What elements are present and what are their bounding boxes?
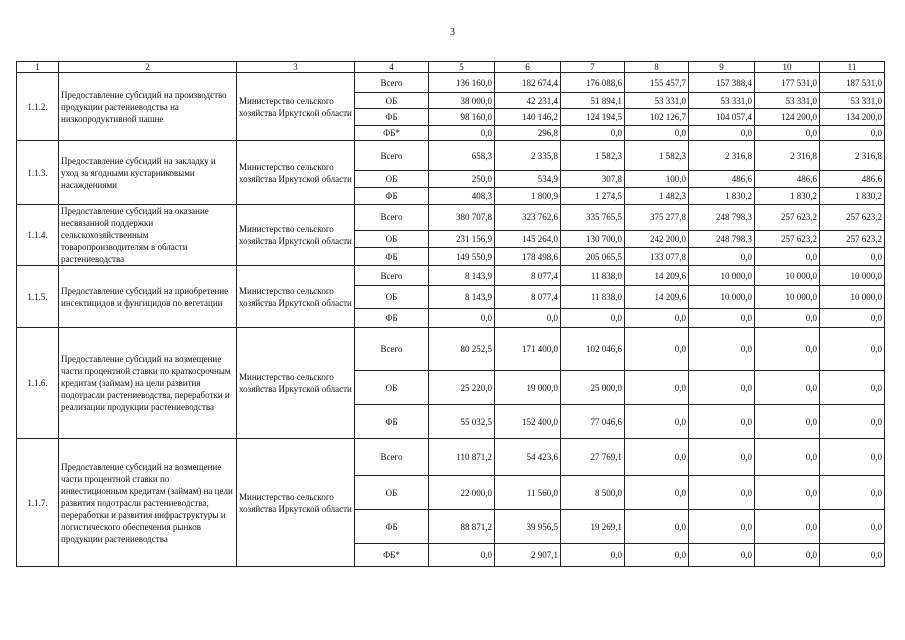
- value-cell: 0,0: [820, 371, 885, 405]
- value-cell: 0,0: [689, 309, 755, 328]
- value-cell: 0,0: [625, 476, 689, 510]
- value-cell: 8 077,4: [495, 266, 561, 286]
- table-row: [17, 266, 885, 286]
- value-cell: 1 830,2: [689, 188, 755, 205]
- value-cell: 102 046,6: [561, 328, 625, 371]
- value-cell: 0,0: [755, 476, 820, 510]
- value-cell: 0,0: [689, 405, 755, 439]
- value-cell: 19 000,0: [495, 371, 561, 405]
- header-cell: 4: [355, 62, 429, 73]
- value-cell: 257 623,2: [820, 205, 885, 231]
- value-cell: 0,0: [625, 371, 689, 405]
- value-cell: 205 065,5: [561, 248, 625, 266]
- value-cell: 110 871,2: [429, 439, 495, 476]
- funding-source: Всего: [355, 205, 429, 231]
- funding-source: ФБ: [355, 405, 429, 439]
- header-cell: 2: [59, 62, 237, 73]
- responsible-executor: Министерство сельского хозяйства Иркутской области: [237, 73, 355, 141]
- value-cell: 42 231,4: [495, 93, 561, 109]
- value-cell: 2 316,8: [755, 141, 820, 171]
- value-cell: 171 400,0: [495, 328, 561, 371]
- value-cell: 14 209,6: [625, 266, 689, 286]
- funding-source: ФБ: [355, 248, 429, 266]
- value-cell: 2 316,8: [820, 141, 885, 171]
- value-cell: 0,0: [561, 309, 625, 328]
- value-cell: 133 077,8: [625, 248, 689, 266]
- table-row: [17, 141, 885, 171]
- table-row: [17, 439, 885, 476]
- value-cell: 8 143,9: [429, 266, 495, 286]
- funding-source: ОБ: [355, 286, 429, 309]
- funding-source: Всего: [355, 328, 429, 371]
- value-cell: 1 830,2: [820, 188, 885, 205]
- value-cell: 157 388,4: [689, 73, 755, 93]
- table-row: [17, 73, 885, 93]
- value-cell: 242 200,0: [625, 230, 689, 248]
- value-cell: 25 000,0: [561, 371, 625, 405]
- funding-source: Всего: [355, 439, 429, 476]
- value-cell: 0,0: [625, 544, 689, 567]
- value-cell: 257 623,2: [755, 230, 820, 248]
- responsible-executor: Министерство сельского хозяйства Иркутской области: [237, 439, 355, 567]
- value-cell: 658,3: [429, 141, 495, 171]
- budget-table: [16, 61, 885, 567]
- value-cell: 0,0: [561, 544, 625, 567]
- header-cell: 9: [689, 62, 755, 73]
- measure-code: 1.1.3.: [17, 141, 59, 205]
- value-cell: 0,0: [755, 371, 820, 405]
- value-cell: 380 707,8: [429, 205, 495, 231]
- value-cell: 0,0: [820, 439, 885, 476]
- value-cell: 231 156,9: [429, 230, 495, 248]
- funding-source: ФБ: [355, 109, 429, 126]
- header-cell: 5: [429, 62, 495, 73]
- value-cell: 0,0: [495, 309, 561, 328]
- value-cell: 486,6: [820, 171, 885, 188]
- value-cell: 335 765,5: [561, 205, 625, 231]
- responsible-executor: Министерство сельского хозяйства Иркутской области: [237, 266, 355, 328]
- value-cell: 10 000,0: [820, 286, 885, 309]
- measure-description: Предоставление субсидий на возмещение части процентной ставки по инвестиционным кредитам (займам) на цели развития подотрасли растениеводства, переработки и развития инфраструктуры и логистического обеспечения рынков продукции растениеводства: [59, 439, 237, 567]
- table-row: [17, 328, 885, 371]
- header-row: [17, 62, 885, 73]
- value-cell: 8 143,9: [429, 286, 495, 309]
- value-cell: 80 252,5: [429, 328, 495, 371]
- header-cell: 10: [755, 62, 820, 73]
- funding-source: ФБ: [355, 309, 429, 328]
- header-cell: 8: [625, 62, 689, 73]
- responsible-executor: Министерство сельского хозяйства Иркутской области: [237, 205, 355, 266]
- value-cell: 88 871,2: [429, 510, 495, 544]
- value-cell: 0,0: [820, 126, 885, 141]
- value-cell: 2 316,8: [689, 141, 755, 171]
- measure-description: Предоставление субсидий на закладку и уход за ягодными кустарниковыми насаждениями: [59, 141, 237, 205]
- header-cell: 1: [17, 62, 59, 73]
- budget-table-body: [17, 62, 885, 567]
- value-cell: 0,0: [820, 476, 885, 510]
- funding-source: Всего: [355, 266, 429, 286]
- value-cell: 25 220,0: [429, 371, 495, 405]
- value-cell: 323 762,6: [495, 205, 561, 231]
- value-cell: 14 209,6: [625, 286, 689, 309]
- measure-description: Предоставление субсидий на приобретение инсектицидов и фунгицидов по вегетации: [59, 266, 237, 328]
- value-cell: 534,9: [495, 171, 561, 188]
- value-cell: 134 200,0: [820, 109, 885, 126]
- measure-description: Предоставление субсидий на производство продукции растениеводства на низкопродуктивной пашне: [59, 73, 237, 141]
- value-cell: 296,8: [495, 126, 561, 141]
- funding-source: ОБ: [355, 171, 429, 188]
- value-cell: 408,3: [429, 188, 495, 205]
- value-cell: 0,0: [625, 510, 689, 544]
- value-cell: 11 838,0: [561, 266, 625, 286]
- funding-source: ОБ: [355, 371, 429, 405]
- value-cell: 0,0: [755, 405, 820, 439]
- value-cell: 104 057,4: [689, 109, 755, 126]
- value-cell: 0,0: [755, 328, 820, 371]
- value-cell: 0,0: [820, 405, 885, 439]
- value-cell: 98 160,0: [429, 109, 495, 126]
- value-cell: 1 274,5: [561, 188, 625, 205]
- responsible-executor: Министерство сельского хозяйства Иркутской области: [237, 141, 355, 205]
- funding-source: ФБ*: [355, 126, 429, 141]
- value-cell: 177 531,0: [755, 73, 820, 93]
- value-cell: 486,6: [689, 171, 755, 188]
- measure-code: 1.1.2.: [17, 73, 59, 141]
- value-cell: 0,0: [755, 126, 820, 141]
- page-number: 3: [450, 27, 455, 38]
- value-cell: 8 077,4: [495, 286, 561, 309]
- value-cell: 1 582,3: [561, 141, 625, 171]
- value-cell: 0,0: [625, 309, 689, 328]
- value-cell: 53 331,0: [755, 93, 820, 109]
- measure-code: 1.1.5.: [17, 266, 59, 328]
- value-cell: 0,0: [561, 126, 625, 141]
- value-cell: 1 482,3: [625, 188, 689, 205]
- value-cell: 0,0: [429, 126, 495, 141]
- value-cell: 0,0: [689, 476, 755, 510]
- value-cell: 0,0: [820, 309, 885, 328]
- value-cell: 53 331,0: [625, 93, 689, 109]
- value-cell: 0,0: [689, 126, 755, 141]
- funding-source: ОБ: [355, 230, 429, 248]
- value-cell: 8 500,0: [561, 476, 625, 510]
- value-cell: 0,0: [689, 439, 755, 476]
- responsible-executor: Министерство сельского хозяйства Иркутской области: [237, 328, 355, 439]
- value-cell: 0,0: [625, 405, 689, 439]
- header-cell: 11: [820, 62, 885, 73]
- value-cell: 1 830,2: [755, 188, 820, 205]
- value-cell: 0,0: [755, 248, 820, 266]
- value-cell: 0,0: [755, 439, 820, 476]
- value-cell: 486,6: [755, 171, 820, 188]
- value-cell: 22 000,0: [429, 476, 495, 510]
- value-cell: 54 423,6: [495, 439, 561, 476]
- value-cell: 248 798,3: [689, 205, 755, 231]
- value-cell: 10 000,0: [820, 266, 885, 286]
- header-cell: 7: [561, 62, 625, 73]
- value-cell: 145 264,0: [495, 230, 561, 248]
- value-cell: 55 032,5: [429, 405, 495, 439]
- funding-source: ОБ: [355, 476, 429, 510]
- value-cell: 0,0: [689, 371, 755, 405]
- value-cell: 182 674,4: [495, 73, 561, 93]
- value-cell: 149 550,9: [429, 248, 495, 266]
- value-cell: 0,0: [625, 126, 689, 141]
- value-cell: 307,8: [561, 171, 625, 188]
- funding-source: ФБ: [355, 188, 429, 205]
- funding-source: Всего: [355, 141, 429, 171]
- value-cell: 11 560,0: [495, 476, 561, 510]
- value-cell: 53 331,0: [689, 93, 755, 109]
- value-cell: 257 623,2: [755, 205, 820, 231]
- value-cell: 11 838,0: [561, 286, 625, 309]
- value-cell: 0,0: [755, 544, 820, 567]
- header-cell: 3: [237, 62, 355, 73]
- value-cell: 124 194,5: [561, 109, 625, 126]
- value-cell: 248 798,3: [689, 230, 755, 248]
- value-cell: 0,0: [429, 309, 495, 328]
- value-cell: 10 000,0: [689, 286, 755, 309]
- value-cell: 0,0: [689, 510, 755, 544]
- value-cell: 10 000,0: [689, 266, 755, 286]
- value-cell: 130 700,0: [561, 230, 625, 248]
- value-cell: 51 894,1: [561, 93, 625, 109]
- value-cell: 0,0: [755, 510, 820, 544]
- value-cell: 53 331,0: [820, 93, 885, 109]
- value-cell: 0,0: [820, 248, 885, 266]
- header-cell: 6: [495, 62, 561, 73]
- value-cell: 38 000,0: [429, 93, 495, 109]
- value-cell: 1 582,3: [625, 141, 689, 171]
- funding-source: ОБ: [355, 93, 429, 109]
- value-cell: 257 623,2: [820, 230, 885, 248]
- funding-source: ФБ: [355, 510, 429, 544]
- value-cell: 102 126,7: [625, 109, 689, 126]
- value-cell: 140 146,2: [495, 109, 561, 126]
- value-cell: 0,0: [625, 439, 689, 476]
- value-cell: 2 907,1: [495, 544, 561, 567]
- value-cell: 0,0: [755, 309, 820, 328]
- table-row: [17, 205, 885, 231]
- value-cell: 0,0: [429, 544, 495, 567]
- value-cell: 155 457,7: [625, 73, 689, 93]
- value-cell: 124 200,0: [755, 109, 820, 126]
- measure-description: Предоставление субсидий на возмещение части процентной ставки по краткосрочным кредитам (займам) на цели развития подотрасли растениеводства, переработки и реализации продукции растениеводства: [59, 328, 237, 439]
- value-cell: 0,0: [689, 328, 755, 371]
- value-cell: 27 769,1: [561, 439, 625, 476]
- measure-description: Предоставление субсидий на оказание несвязанной поддержки сельскохозяйственным товаропроизводителям в области растениеводства: [59, 205, 237, 266]
- value-cell: 10 000,0: [755, 286, 820, 309]
- funding-source: ФБ*: [355, 544, 429, 567]
- value-cell: 1 800,9: [495, 188, 561, 205]
- value-cell: 250,0: [429, 171, 495, 188]
- value-cell: 187 531,0: [820, 73, 885, 93]
- value-cell: 10 000,0: [755, 266, 820, 286]
- measure-code: 1.1.6.: [17, 328, 59, 439]
- value-cell: 77 046,6: [561, 405, 625, 439]
- value-cell: 152 400,0: [495, 405, 561, 439]
- value-cell: 2 335,8: [495, 141, 561, 171]
- funding-source: Всего: [355, 73, 429, 93]
- value-cell: 0,0: [625, 328, 689, 371]
- value-cell: 136 160,0: [429, 73, 495, 93]
- value-cell: 19 269,1: [561, 510, 625, 544]
- value-cell: 176 088,6: [561, 73, 625, 93]
- value-cell: 39 956,5: [495, 510, 561, 544]
- value-cell: 0,0: [820, 544, 885, 567]
- value-cell: 0,0: [820, 510, 885, 544]
- measure-code: 1.1.4.: [17, 205, 59, 266]
- value-cell: 178 498,6: [495, 248, 561, 266]
- value-cell: 100,0: [625, 171, 689, 188]
- value-cell: 375 277,8: [625, 205, 689, 231]
- value-cell: 0,0: [820, 328, 885, 371]
- value-cell: 0,0: [689, 544, 755, 567]
- measure-code: 1.1.7.: [17, 439, 59, 567]
- value-cell: 0,0: [689, 248, 755, 266]
